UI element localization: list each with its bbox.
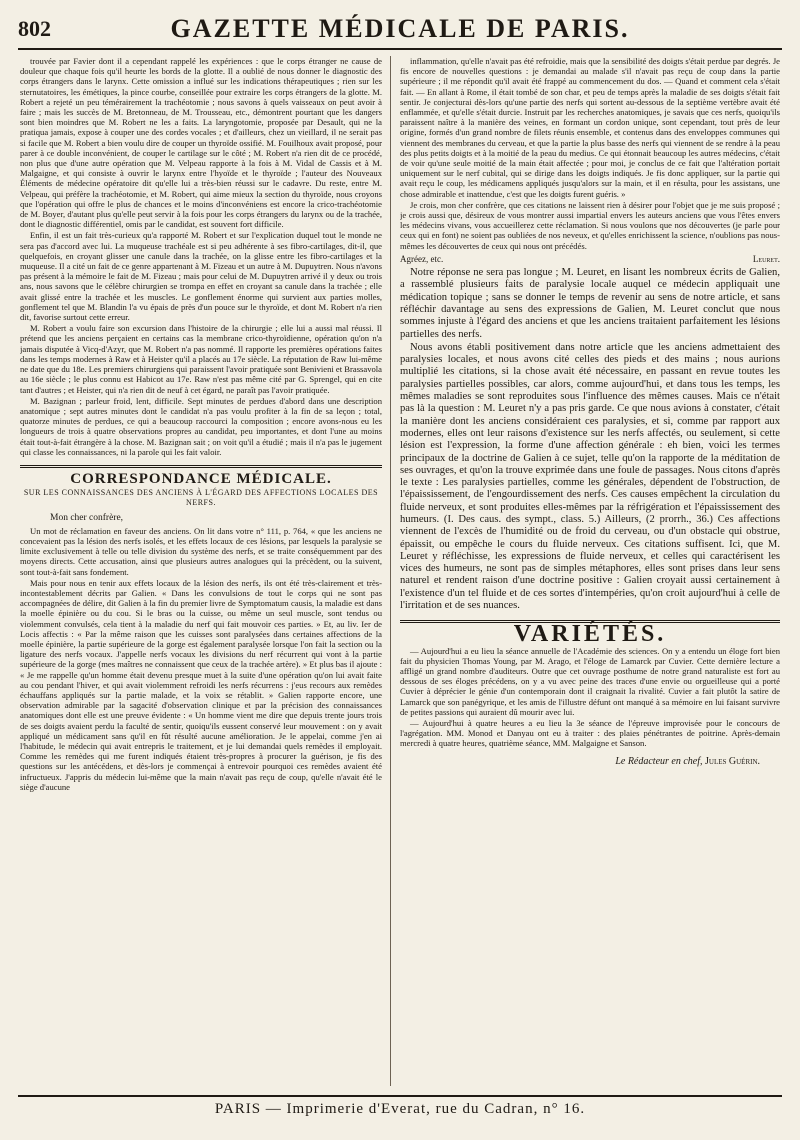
journal-title: GAZETTE MÉDICALE DE PARIS.	[170, 14, 630, 43]
salutation: Mon cher confrère,	[50, 512, 124, 523]
body-paragraph: trouvée par Favier dont il a cependant rappelé les expériences : que le corps étranger ne cause de douleur que chaque fois qu'il heurte les bords de la glotte. Il a oublié de nous donner le diagnostic des corps étrangers dans le larynx. Cette omission a influé sur les indications thérapeutiques ; rien sur les sternutatoires, les émétiques, la pince courbe, conseillée pour extraire les corps étrangers de la glotte. M. Robert a rejeté un peu témérairement la trachéotomie ; nous savons à quels vaisseaux on peut avoir à faire ; mais les succès de M. Bretonneau, de M. Trousseau, etc., démontrent pourtant que les dangers sont bien moindres que M. Robert ne les a faits. La laryngotomie, proposée par Desault, qui ne la pratiqua jamais, expose à couper une des cordes vocales ; et d'ailleurs, chez un vieillard, il ne serait pas si facile que M. Robert a bien voulu dire de couper un thyroïde ossifié. M. Fouilhoux avait proposé, pour parer à ce double inconvénient, de couper le cartilage sur le côté ; M. Robert n'a rien dit de ce procédé, non plus que d'une autre opération que M. Velpeau rapporte à la fois à M. Vidal de Cassis et à M. Malgaigne, et qui consiste à ouvrir le larynx entre l'hyoïde et le thyroïde ; l'auteur des Nouveaux Éléments de médecine opératoire dit qu'elle lui a très-bien réussi sur le cadavre. Du reste, entre M. Velpeau, qui préfère la trachéotomie, et M. Robert, qui aime mieux la section du thyroïde, nous croyons que l'opération qui offre le plus de chances et le moins d'inconvéniens est encore la crico-trachéotomie de M. Boyer, d'autant plus qu'elle peut servir à la fois pour les corps étrangers du larynx ou de la trachée, dont le diagnostic différentiel, omis par le candidat, est souvent fort difficile.	[20, 56, 382, 230]
signoff-author: Leuret.	[752, 253, 780, 264]
editor-signature	[400, 757, 780, 767]
news-item: — Aujourd'hui a eu lieu la séance annuelle de l'Académie des sciences. On y a entendu un éloge fort bien fait du physicien Thomas Young, par M. Arago, et l'éloge de Lamarck par Cuvier. Cette dernière lecture a affligé un grand nombre d'auditeurs. Outre que cet ouvrage posthume de notre grand naturaliste est fort au dessous de ses éloges précédens, on y a vu avec peine des traces d'une envie ou orgueilleuse qui a porté Cuvier à déprécier le génie d'un contemporain dont il craignait la rivalité. Cuvier a fait plutôt la satire de Lamarck que son panégyrique, et les amis de l'illustre défunt ont manqué à sa mémoire en lui faisant survivre de petites passions qui auraient dû mourir avec lui.	[400, 645, 780, 717]
printer-imprint: PARIS — Imprimerie d'Everat, rue du Cadran, n° 16.	[18, 1095, 782, 1127]
letter-paragraph: Un mot de réclamation en faveur des anciens. On lit dans votre n° 111, p. 764, « que les anciens ne concevaient pas la lésion des nerfs isolés, et les effets locaux de ces lésions, par lesquels la paralysie se limite exclusivement à telle ou telle division du système des nerfs, et se traite conséquemment par des moyens directs. Cette accusation, ainsi que plusieurs autres analogues qui la précèdent, ou la suivent, sont tout-à-fait sans fondement.	[20, 525, 382, 577]
reply-paragraph: Notre réponse ne sera pas longue ; M. Leuret, en lisant les nombreux écrits de Galien, a rassemblé plusieurs faits de paralysie locale auquel ce médecin appliquait une médication topique ; sans se donner le temps de revenir au sens de notre article, et sans réfléchir davantage au sens des expressions de Galien, M. Leuret conclut que nous sommes injuste à l'égard des anciens et que les anciens traitaient parfaitement les lésions partielles des nerfs.	[400, 267, 780, 340]
body-paragraph: M. Robert a voulu faire son excursion dans l'histoire de la chirurgie ; elle lui a aussi mal réussi. Il prétend que les anciens perçaient en certains cas la membrane crico-thyroïdienne, opération qu'on n'a jamais disputée à Vicq-d'Azyr, que M. Robert n'a pas nommé. Il rapporte les premières opérations faites dans les temps modernes à Raw et à Heister qu'il a placés au 17e siècle. La réputation de Raw lui-même ne date que du 18e. Les premiers chirurgiens qui paraissent l'avoir pratiquée sont Benivieni et Brassavola au 16e siècle ; le plus connu est Habicot au 17e. Raw n'est pas même cité par G. Sprengel, qui en cite tant d'autres ; et Heister, qui n'a rien dit de neuf à cet égard, ne paraît pas l'avoir pratiquée.	[20, 323, 382, 395]
left-column	[20, 56, 382, 1086]
varietes-title: VARIÉTÉS.	[513, 621, 667, 648]
body-paragraph: M. Bazignan ; parleur froid, lent, difficile. Sept minutes de perdues d'abord dans une description anatomique ; sept autres minutes dont le candidat n'a pas voulu profiter à la fin de sa leçon ; total, quatorze minutes de perdues, ce qui a beaucoup raccourci la composition ; encore avons-nous eu les longueurs de trois à quatre observations propres au candidat, peu importantes, et dont l'une au moins était tout-à-fait étrangère à la chose. M. Bazignan sait ; on voit qu'il a étudié ; mais il n'a pas le jugement qui classe les connaissances, ni la parole qui les fait valoir.	[20, 395, 382, 457]
section-divider	[20, 465, 382, 468]
signoff-greeting: Agréez, etc.	[400, 253, 444, 264]
correspondance-title: CORRESPONDANCE MÉDICALE.	[70, 470, 332, 487]
editor-name: Jules Guérin.	[705, 755, 760, 767]
page-number: 802	[18, 16, 51, 41]
letter-paragraph: inflammation, qu'elle n'avait pas été refroidie, mais que la sensibilité des doigts s'était perdue par degrés. Je fis encore de nouvelles questions : je demandai au malade s'il n'avait pas reçu de coup dans la partie supérieure ; il me répondit qu'il avait été frappé au commencement du dos. — Quand et comment cela s'était fait. — En allant à Rome, il était tombé de son char, et peu de temps après la maladie de ses doigts s'était fait sentir. Je conjecturai dès-lors qu'une partie des nerfs qui sortent au-dessous de la septième vertèbre avait été enflammée, et qu'elle s'était durcie. Instruit par les recherches anatomiques, je savais que ces nerfs, quoiqu'ils paraissent naître à la manière des veines, en formant un cordon unique, sont cependant, tout près de leur origine, formés d'un grand nombre de filets réunis ensemble, et contenus dans des enveloppes communes qui viennent des membranes du cerveau, et que la partie la plus basse des nerfs qui viennent de se rendre à la peau des plus petits doigts et à la moitié de la peau du medius. Ce qui étonnait beaucoup les autres médecins, c'était de voir qu'une seule moitié de la main était affectée ; pour moi, je conclus de ce fait que l'altération portait uniquement sur le nerf cubital, qui se dirige dans les doigts indiqués. Je fis donc appliquer, sur la partie qui avait reçu le coup, les médicamens appliqués jusqu'alors sur la main, et il en résulta, pour les assistans, une chose admirable et inattendue, c'est que les doigts furent guéris. »	[400, 56, 780, 199]
news-item: — Aujourd'hui à quatre heures a eu lieu la 3e séance de l'épreuve improvisée pour le concours de l'agrégation. MM. Monod et Danyau ont eu à traiter : des plaies pénétrantes de poitrine. Après-demain mercredi à quatre heures, quatrième séance, MM. Malgaigne et Sanson.	[400, 718, 780, 749]
page-header	[18, 14, 782, 50]
column-rule	[390, 56, 391, 1086]
right-column	[400, 56, 780, 1086]
correspondance-subtitle: SUR LES CONNAISSANCES DES ANCIENS À L'ÉGARD DES AFFECTIONS LOCALES DES NERFS.	[23, 488, 379, 508]
letter-signoff	[400, 254, 780, 264]
editor-label: Le Rédacteur en chef,	[615, 755, 703, 767]
reply-paragraph: Nous avons établi positivement dans notre article que les anciens admettaient des paralysies locales, et nous avons cité celles des pieds et des mains ; nous aurions multiplié les citations, si la chose avait été nécessaire, en passant en revue toutes les paralysies partielles possibles, car alors, comme aujourd'hui, et dans tous les temps, les mêmes maladies se sont reproduites sous l'influence des mêmes causes. Mais ce n'était pas là la question : M. Leuret n'y a pas pris garde. Ce que nous avions à constater, c'était la manière dont les anciens considéraient ces paralysies, et si, comme par rapport aux modernes, elles ont leur raisons d'existence sur les nerfs affectés, ou seulement, si cette lésion est l'expression, la forme d'une affection générale : eh bien, voici les termes principaux de la doctrine de Galien à ce sujet, telle qu'on la rapporte de la méditation de ses ouvrages, et qu'on la trouve exprimée dans une foule de passages. Nous citons d'après le texte : Les paralysies partielles, comme les générales, dépendent de l'obstruction, de l'épaississement, de l'engourdissement des nerfs. Ces causes empêchent la circulation du fluide nerveux, et sont produites elles-mêmes par la réfrigération et l'épaississement des humeurs. (I. Des caus. des sympt., class. 5.) Ailleurs, (2 prorrh., 36.) Ces affections viennent de l'excès de l'humidité ou de froid du cerveau, ou d'un obstacle qui obstrue, épaissit, ou empêche le cours du fluide nerveux. Ces citations suffisent. Ici, que M. Leuret y réfléchisse, les expressions de fluide nerveux, et celles qui caractérisent les vices des humeurs, ne sont pas de simples métaphores, elles sont prises dans leur sens naturel et rendent raison d'une doctrine positive : Galien croyait aussi certainement à l'existence d'un tel fluide et de ces sortes d'intempéries, qu'on croit aujourd'hui à celle de l'irritation et de ses nuances.	[400, 341, 780, 612]
body-paragraph: Enfin, il est un fait très-curieux qu'a rapporté M. Robert et sur l'explication duquel tout le monde ne sera pas d'accord avec lui. La muqueuse trachéale est si peu adhérente à ses fibro-cartilages, dit-il, que quelquefois, en croyant glisser une canule dans la trachée, on la glisse entre les fibro-cartilages et la muqueuse. Il a cité un fait de ce genre appartenant à M. Fizeau et un autre à M. Dupuytren. Nous n'avons pas présent à la mémoire le fait de M. Fizeau ; mais pour celui de M. Dupuytren arrivé il y deux ou trois ans, nous savons que le célèbre chirurgien se trompa en effet en croyant sa canule dans la trachée ; elle avait glissé entre la trachée et les muscles. Le gonflement énorme qui survient aux parties molles, gonflement tel que M. Blandin l'a vu épais de près d'un pouce sur le thyroïde, et dont M. Robert n'a rien dit, favorise surtout cette erreur.	[20, 230, 382, 323]
letter-paragraph: Mais pour nous en tenir aux effets locaux de la lésion des nerfs, ils ont été très-clairement et très-incontestablement décrits par Galien. « Dans les convulsions de tout le corps qui ne sont pas accompagnées de délire, dit Galien à la fin du premier livre de Symptomatum causis, la maladie est dans la moelle épinière ou du cou. Si le bras ou la cuisse, ou même un seul muscle, sont tendus ou violemment convulsés, cela tient à la maladie du nerf qui fait mouvoir ces parties. » Et, au liv. Ier de Locis affectis : « Par la même raison que les cuisses sont paralysées dans certaines affections de la moelle épinière, la partie supérieure de la gorge est également paralysée lorsque l'on fait la section ou la ligature des nerfs vocaux. J'appelle nerfs vocaux les divisions du nerf récurrent qui vont à la partie supérieure de la gorge (mes maîtres ne connaissent que ceux de la trachée artère). » Et plus bas il ajoute : « Je me rappelle qu'un homme était devenu presque muet à la suite d'une opération qu'on lui avait faite au cou pendant l'hiver, et qui avait violemment refroidi les nerfs récurrens : j'eus recours aux remèdes échauffans appliqués sur la partie malade, et la voix se rétablit. » Galien rapporte encore, une observation admirable par la sagacité d'observation clinique et par la précision des connaissances anatomiques dont elle est une preuve évidente : « Un homme vient me dire que depuis trente jours trois de ses doigts avaient perdu la faculté de sentir, quoiqu'ils eussent conservé leur mouvement : on y avait appliqué un médicament sans qu'il en fût résulté aucune amélioration. Je le appelai, comme j'en ai l'habitude, le médecin qui avait entrepris le traitement, et je lui demandai quels remèdes il employait. Comme les remèdes qui me furent indiqués étaient très-propres à procurer la guérison, je fis des questions sur les antécédens, et dès-lors je commençai à entrevoir pourquoi ces remèdes avaient été infructueux. J'appris du médecin lui-même que la main n'avait pas reçu de coup, qu'elle n'avait été le siège d'aucune	[20, 577, 382, 792]
letter-paragraph: Je crois, mon cher confrère, que ces citations ne laissent rien à désirer pour l'objet que je me suis proposé ; je crois aussi que, désireux de vous montrer aussi impartial envers les auteurs anciens que vous l'êtes envers les médecins vivans, vous accueillerez cette réclamation. Si nous voulons que nos découvertes (je parle pour ceux qui en font) ne soient pas oubliées de nos neveux, et qu'elles enrichissent la science, n'oublions pas nous-mêmes les découvertes de ceux qui nous ont précédés.	[400, 199, 780, 251]
